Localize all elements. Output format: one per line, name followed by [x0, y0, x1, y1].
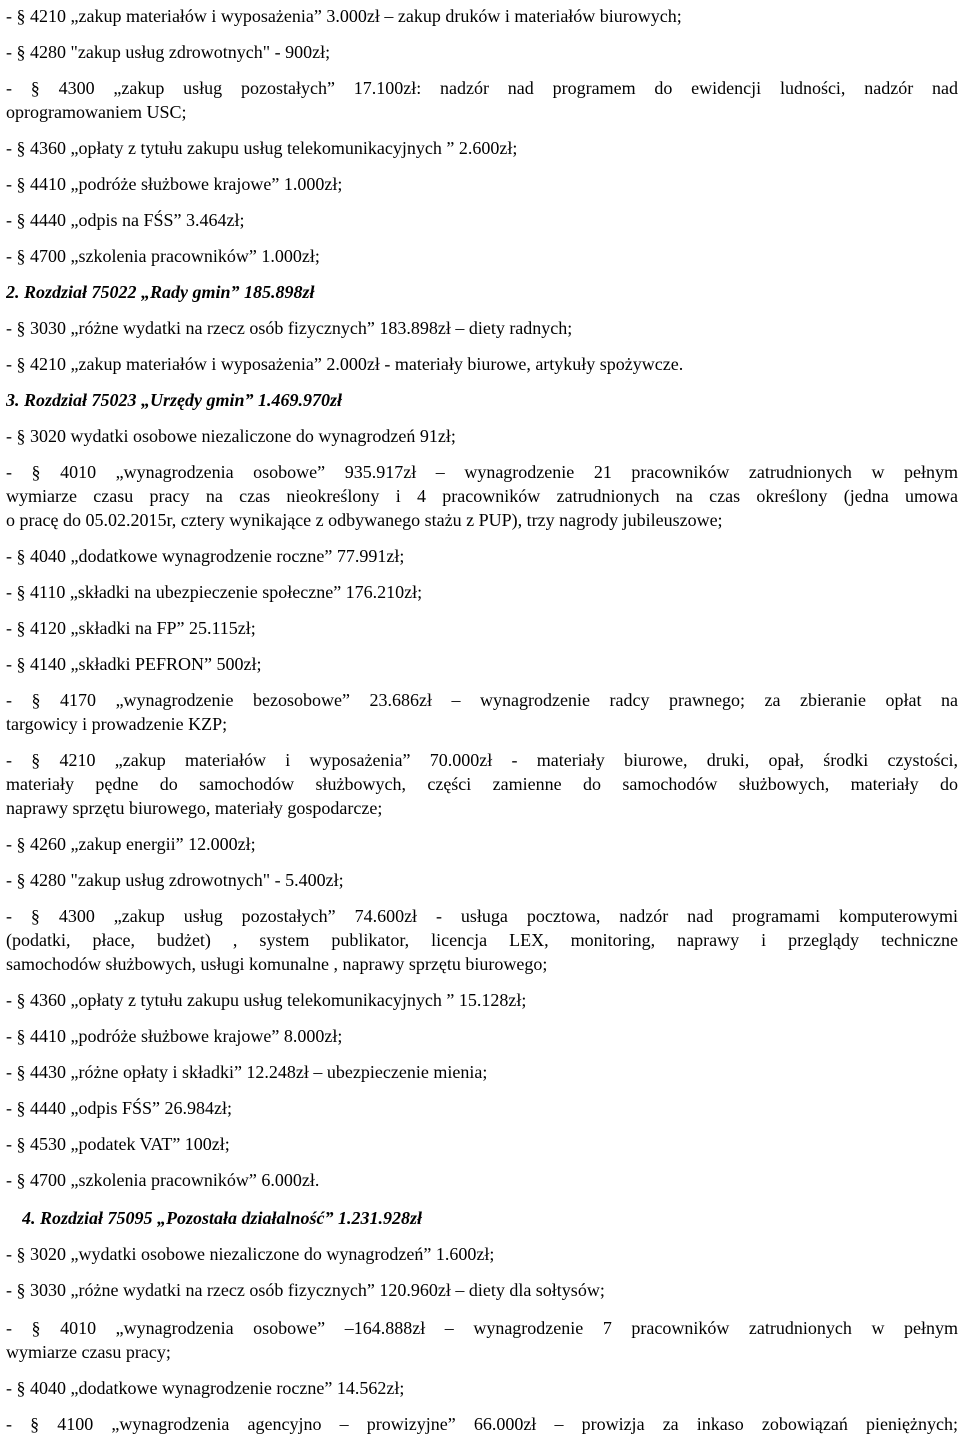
text-line: - § 4360 „opłaty z tytułu zakupu usług telekomunikacyjnych ” 2.600zł; [6, 138, 518, 158]
text-line: - § 3030 „różne wydatki na rzecz osób fizycznych” 183.898zł – diety radnych; [6, 318, 573, 338]
text-line: targowicy i prowadzenie KZP; [6, 714, 228, 734]
text-line: - § 4300 „zakup usług pozostałych” 17.100zł: nadzór nad programem do ewidencji ludności, nadzór nad [6, 78, 958, 98]
text-line: - § 4700 „szkolenia pracowników” 1.000zł; [6, 246, 320, 266]
text-line: - § 3020 wydatki osobowe niezaliczone do wynagrodzeń 91zł; [6, 426, 456, 446]
text-line: - § 3030 „różne wydatki na rzecz osób fizycznych” 120.960zł – diety dla sołtysów; [6, 1280, 605, 1300]
section-heading: 4. Rozdział 75095 „Pozostała działalność” 1.231.928zł [22, 1208, 423, 1228]
text-line: - § 4280 "zakup usług zdrowotnych" - 900zł; [6, 42, 331, 62]
text-line: - § 4140 „składki PEFRON” 500zł; [6, 654, 262, 674]
text-line: o pracę do 05.02.2015r, cztery wynikające z odbywanego stażu z PUP), trzy nagrody jubileuszowe; [6, 510, 723, 530]
text-line: (podatki, płace, budżet) , system publikator, licencja LEX, monitoring, naprawy i przeglądy techniczne [6, 930, 958, 950]
text-line: - § 4170 „wynagrodzenie bezosobowe” 23.686zł – wynagrodzenie radcy prawnego; za zbieranie opłat na [6, 690, 958, 710]
text-line: - § 4210 „zakup materiałów i wyposażenia” 2.000zł - materiały biurowe, artykuły spożywcze. [6, 354, 684, 374]
text-line: - § 4040 „dodatkowe wynagrodzenie roczne” 77.991zł; [6, 546, 405, 566]
text-line: - § 4530 „podatek VAT” 100zł; [6, 1134, 230, 1154]
text-line: - § 4210 „zakup materiałów i wyposażenia” 3.000zł – zakup druków i materiałów biurowych; [6, 6, 682, 26]
text-line: wymiarze czasu pracy; [6, 1342, 171, 1362]
text-line: - § 4040 „dodatkowe wynagrodzenie roczne” 14.562zł; [6, 1378, 405, 1398]
section-heading: 3. Rozdział 75023 „Urzędy gmin” 1.469.970zł [6, 390, 343, 410]
text-line: - § 3020 „wydatki osobowe niezaliczone do wynagrodzeń” 1.600zł; [6, 1244, 495, 1264]
text-line: samochodów służbowych, usługi komunalne , naprawy sprzętu biurowego; [6, 954, 548, 974]
text-line: - § 4440 „odpis FŚS” 26.984zł; [6, 1098, 233, 1118]
text-line: - § 4120 „składki na FP” 25.115zł; [6, 618, 256, 638]
text-line: - § 4410 „podróże służbowe krajowe” 1.000zł; [6, 174, 343, 194]
text-line: - § 4100 „wynagrodzenia agencyjno – prowizyjne” 66.000zł – prowizja za inkaso zobowiązań pieniężnych; [6, 1414, 958, 1434]
text-line: oprogramowaniem USC; [6, 102, 187, 122]
text-line: - § 4110 „składki na ubezpieczenie społeczne” 176.210zł; [6, 582, 423, 602]
text-line: - § 4360 „opłaty z tytułu zakupu usług telekomunikacyjnych ” 15.128zł; [6, 990, 527, 1010]
text-line: - § 4410 „podróże służbowe krajowe” 8.000zł; [6, 1026, 343, 1046]
text-line: - § 4010 „wynagrodzenia osobowe” –164.888zł – wynagrodzenie 7 pracowników zatrudnionych w pełnym [6, 1318, 958, 1338]
text-line: - § 4010 „wynagrodzenia osobowe” 935.917zł – wynagrodzenie 21 pracowników zatrudnionych w pełnym [6, 462, 958, 482]
text-line: - § 4260 „zakup energii” 12.000zł; [6, 834, 256, 854]
text-line: materiały pędne do samochodów służbowych, części zamienne do samochodów służbowych, materiały do [6, 774, 958, 794]
text-line: - § 4280 "zakup usług zdrowotnych" - 5.400zł; [6, 870, 344, 890]
text-line: naprawy sprzętu biurowego, materiały gospodarcze; [6, 798, 383, 818]
text-line: - § 4430 „różne opłaty i składki” 12.248zł – ubezpieczenie mienia; [6, 1062, 488, 1082]
section-heading: 2. Rozdział 75022 „Rady gmin” 185.898zł [6, 282, 315, 302]
text-line: wymiarze czasu pracy na czas nieokreślony i 4 pracowników zatrudnionych na czas określony (jedna umowa [6, 486, 958, 506]
text-line: - § 4700 „szkolenia pracowników” 6.000zł. [6, 1170, 320, 1190]
text-line: - § 4210 „zakup materiałów i wyposażenia” 70.000zł - materiały biurowe, druki, opał, środki czystości, [6, 750, 958, 770]
text-line: - § 4300 „zakup usług pozostałych” 74.600zł - usługa pocztowa, nadzór nad programami komputerowymi [6, 906, 958, 926]
text-line: - § 4440 „odpis na FŚS” 3.464zł; [6, 210, 245, 230]
